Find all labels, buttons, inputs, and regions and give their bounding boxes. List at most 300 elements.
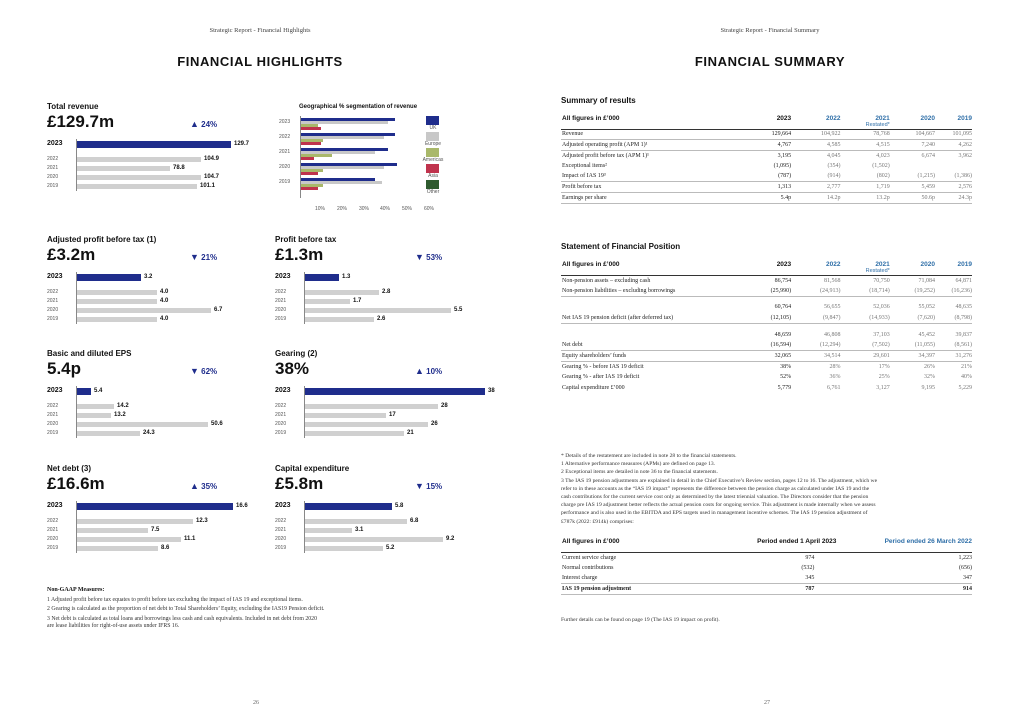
- cell-value: 34,397: [890, 351, 935, 362]
- cell-value: (8,798): [935, 313, 972, 324]
- bar-2019: [77, 317, 157, 322]
- column-header: [791, 113, 840, 129]
- geo-year-label: 2020: [279, 164, 291, 170]
- cell-value: (14,933): [840, 313, 889, 324]
- row-label: Earnings per share: [561, 193, 742, 204]
- row-label: Gearing % - before IAS 19 deficit: [562, 363, 644, 370]
- table-row: [561, 161, 972, 172]
- bar-value-label: 5.5: [454, 307, 463, 313]
- footnote: £787k (2022: £914k) comprises:: [561, 518, 634, 525]
- cell-value: (11,055): [890, 340, 935, 351]
- bar-2020: [77, 308, 211, 313]
- notes-heading: Non-GAAP Measures:: [47, 587, 105, 593]
- year-label: 2023: [275, 273, 291, 280]
- year-label: 2019: [275, 316, 287, 322]
- pbt-value: £1.3m: [275, 245, 324, 264]
- geo-year-label: 2021: [279, 149, 291, 155]
- column-header: [890, 113, 935, 129]
- year-label: 2022: [47, 518, 59, 524]
- footnote: 3 The IAS 19 pension adjustments are explained in detail in the Chief Executive’s Review section, pages 12 to 16. The adjustment, which we: [561, 477, 878, 484]
- bar-2021: [77, 413, 111, 418]
- table-row: [561, 372, 972, 383]
- column-header: [561, 536, 725, 552]
- cell-value: 17%: [878, 363, 890, 370]
- row-label: Adjusted operating profit (APM 1)¹: [561, 140, 742, 151]
- year-label: 2022: [275, 289, 287, 295]
- revenue-change: [190, 119, 217, 129]
- cell-value: 32,065: [742, 351, 791, 362]
- legend-swatch-uk: [426, 116, 439, 125]
- footnote: charge pre IAS 19 adjustment better reflects the actual pension costs for ongoing service. This adjustment is made internally when we assess: [561, 502, 876, 509]
- cell-value: 71,084: [918, 277, 935, 284]
- cell-value: 81,568: [823, 277, 841, 284]
- net-debt-title: Net debt (3): [47, 464, 91, 473]
- bar-value-label: 8.6: [161, 545, 170, 551]
- geo-bar-asia: [301, 187, 318, 190]
- position-heading: Statement of Financial Position: [561, 242, 681, 251]
- cell-value: 4,045: [826, 152, 841, 159]
- geo-bar-asia: [301, 127, 321, 130]
- row-label: Profit before tax: [561, 182, 742, 193]
- table-row: [561, 140, 972, 151]
- geo-x-tick: 20%: [337, 206, 348, 212]
- up-triangle-icon: ▲: [190, 119, 199, 129]
- cell-value: (18,714): [840, 286, 889, 297]
- bar-2020: [77, 422, 208, 427]
- cell-value: (9,847): [791, 313, 840, 324]
- bar-2023: [77, 274, 141, 281]
- cell-value: (7,620): [890, 313, 935, 324]
- note-line: 3 Net debt is calculated as total loans and borrowings less cash and cash equivalents. Included in net debt from 2020: [47, 615, 317, 622]
- bar-2019: [305, 317, 374, 322]
- cell-value: 4,515: [840, 140, 889, 151]
- row-label: Net debt: [561, 340, 742, 351]
- year-label: 2020: [47, 307, 59, 313]
- row-label: Revenue: [561, 129, 742, 140]
- table-row: [561, 584, 972, 595]
- year-label: 2019: [47, 430, 59, 436]
- cell-value: 37,103: [873, 331, 890, 338]
- year-label: 2019: [275, 430, 287, 436]
- adj-pbt-value: £3.2m: [47, 245, 96, 264]
- gearing-value: 38%: [275, 359, 310, 378]
- cell-value: 50.6p: [890, 193, 935, 204]
- bar-2020: [77, 175, 201, 180]
- summary-table: [561, 113, 972, 204]
- cell-value: 60,764: [774, 304, 792, 311]
- column-header: [742, 259, 791, 275]
- net-debt-change: [190, 481, 217, 491]
- row-label: Normal contributions: [562, 564, 614, 571]
- year-label: 2020: [47, 536, 59, 542]
- cell-value: 32%: [923, 374, 935, 381]
- column-header-text: 2023: [776, 261, 792, 268]
- cell-value: 345: [725, 573, 836, 584]
- bar-2022: [77, 290, 157, 295]
- bar-2023: [305, 274, 339, 281]
- cell-value: 5,779: [777, 384, 792, 391]
- row-label: Non-pension liabilities – excluding borrowings: [561, 286, 742, 297]
- table-row: [561, 275, 972, 286]
- bar-2019: [77, 184, 197, 189]
- cell-value: 36%: [829, 374, 841, 381]
- bar-value-label: 38: [488, 388, 495, 394]
- cell-value: (25,990): [742, 286, 791, 297]
- cell-value: 347: [836, 573, 972, 584]
- column-header: [840, 113, 889, 129]
- row-label: Adjusted profit before tax (APM 1)¹: [562, 152, 649, 159]
- column-header-text: All figures in £’000: [562, 115, 620, 122]
- cell-value: (1,215): [890, 171, 935, 182]
- cell-value: 3,962: [958, 152, 972, 159]
- bar-value-label: 12.3: [196, 518, 208, 524]
- year-label: 2020: [275, 421, 287, 427]
- geo-x-tick: 60%: [424, 206, 435, 212]
- note-line: are lease liabilities for right-of-use assets under IFRS 16.: [47, 623, 180, 630]
- left-page-number: 26: [253, 700, 259, 706]
- bar-value-label: 6.7: [214, 307, 223, 313]
- cell-value: (1,502): [872, 163, 890, 170]
- bar-value-label: 5.4: [94, 388, 103, 394]
- year-label: 2019: [47, 183, 59, 189]
- cell-value: 101,095: [935, 129, 972, 140]
- table-header-row: [561, 113, 972, 129]
- bar-value-label: 6.8: [410, 518, 419, 524]
- row-label: Equity shareholders’ funds: [561, 351, 742, 362]
- bar-2022: [305, 404, 438, 409]
- down-triangle-icon: ▼: [415, 252, 424, 262]
- cell-value: (8,561): [935, 340, 972, 351]
- restated-label: Restated*: [865, 268, 890, 274]
- row-label: Capital expenditure £’000: [562, 384, 625, 391]
- bar-value-label: 5.8: [395, 503, 404, 509]
- cell-value: (914): [791, 171, 840, 182]
- footnote: cash contributions for the current service cost only as determined by the latest triennial valuation. The Directors consider that the pension: [561, 494, 869, 501]
- year-label: 2020: [47, 421, 59, 427]
- cell-value: 64,871: [955, 277, 972, 284]
- table-row: [561, 129, 972, 140]
- footnote: 1 Alternative performance measures (APMs) are defined on page 13.: [561, 461, 716, 468]
- bar-2019: [77, 431, 140, 436]
- cell-value: 3,127: [876, 384, 890, 391]
- column-header-text: 2022: [826, 261, 841, 268]
- eps-change-label: 62%: [201, 367, 218, 376]
- pbt-change-label: 53%: [426, 253, 443, 262]
- legend-label: Asia: [428, 173, 438, 179]
- down-triangle-icon: ▼: [415, 481, 424, 491]
- table-row: [561, 340, 972, 351]
- table-row: [561, 329, 972, 340]
- bar-2022: [77, 519, 193, 524]
- table-row: [561, 351, 972, 362]
- row-label: Non-pension assets – excluding cash: [562, 277, 651, 284]
- cell-value: 104,922: [791, 129, 840, 140]
- summary-heading: Summary of results: [561, 96, 636, 105]
- cell-value: 14.2p: [791, 193, 840, 204]
- legend-label: Other: [426, 189, 440, 195]
- bar-2021: [305, 528, 352, 533]
- bar-2021: [77, 299, 157, 304]
- year-label: 2021: [47, 412, 59, 418]
- cell-value: 1,223: [958, 554, 972, 561]
- bar-value-label: 5.2: [386, 545, 395, 551]
- cell-value: 129,664: [742, 129, 791, 140]
- row-label: IAS 19 pension adjustment: [561, 584, 725, 595]
- cell-value: (7,502): [840, 340, 889, 351]
- bar-2022: [77, 404, 114, 409]
- footnote: 2 Exceptional items are detailed in note 36 to the financial statements.: [561, 469, 718, 476]
- year-label: 2021: [275, 298, 287, 304]
- cell-value: 104,667: [890, 129, 935, 140]
- bar-value-label: 104.9: [204, 156, 220, 162]
- gearing-change: [415, 366, 442, 376]
- table-row: [561, 552, 972, 563]
- geo-bar-asia: [301, 157, 314, 160]
- left-running-header: Strategic Report - Financial Highlights: [209, 27, 311, 34]
- bar-value-label: 11.1: [184, 536, 196, 542]
- column-header: [890, 259, 935, 275]
- year-label: 2020: [47, 174, 59, 180]
- bar-2019: [305, 431, 404, 436]
- table-header-row: [561, 536, 972, 552]
- column-header-text: 2022: [826, 115, 841, 122]
- geo-chart-title: Geographical % segmentation of revenue: [299, 104, 418, 110]
- restated-label: Restated*: [865, 122, 890, 128]
- geo-year-label: 2022: [279, 134, 291, 140]
- year-label: 2021: [275, 412, 287, 418]
- bar-2023: [305, 503, 392, 510]
- geo-bar-asia: [301, 142, 321, 145]
- cell-value: (656): [959, 564, 972, 571]
- footnote: * Details of the restatement are included in note 28 to the financial statements.: [561, 453, 737, 459]
- bar-2023: [305, 388, 485, 395]
- bar-2023: [77, 503, 233, 510]
- column-header-text: 2021: [875, 115, 890, 122]
- cell-value: [890, 161, 935, 172]
- bar-value-label: 101.1: [200, 183, 216, 189]
- bar-value-label: 2.8: [382, 289, 391, 295]
- further-details: Further details can be found on page 19 (The IAS 19 impact on profit).: [561, 617, 720, 623]
- year-label: 2023: [47, 387, 63, 394]
- year-label: 2022: [275, 403, 287, 409]
- table-row: [561, 302, 972, 313]
- year-label: 2020: [275, 307, 287, 313]
- bar-2021: [305, 299, 350, 304]
- cell-value: [935, 161, 972, 172]
- cell-value: 2,576: [935, 182, 972, 193]
- cell-value: (802): [840, 171, 889, 182]
- cell-value: 48,635: [955, 304, 972, 311]
- bar-2019: [77, 546, 158, 551]
- bar-value-label: 50.6: [211, 421, 223, 427]
- bar-value-label: 104.7: [204, 174, 220, 180]
- cell-value: 4,767: [742, 140, 791, 151]
- year-label: 2023: [47, 140, 63, 147]
- cell-value: 4,585: [791, 140, 840, 151]
- cell-value: 3,195: [777, 152, 792, 159]
- cell-value: 974: [805, 554, 815, 561]
- cell-value: 45,452: [918, 331, 935, 338]
- cell-value: 48,659: [774, 331, 792, 338]
- cell-value: 52%: [780, 374, 792, 381]
- capex-change: [415, 481, 442, 491]
- cell-value: (1,386): [935, 171, 972, 182]
- eps-change: [190, 366, 217, 376]
- cell-value: 9,195: [921, 384, 935, 391]
- geo-x-tick: 10%: [315, 206, 326, 212]
- year-label: 2023: [47, 273, 63, 280]
- table-row: [561, 382, 972, 393]
- cell-value: 86,754: [774, 277, 792, 284]
- year-label: 2022: [275, 518, 287, 524]
- bar-value-label: 4.0: [160, 289, 169, 295]
- cell-value: 1,313: [742, 182, 791, 193]
- pension-table: [561, 536, 972, 595]
- bar-value-label: 78.8: [173, 165, 185, 171]
- footnotes: [561, 452, 981, 526]
- cell-value: 78,768: [840, 129, 889, 140]
- geo-x-tick: 50%: [402, 206, 413, 212]
- bar-value-label: 3.2: [144, 274, 153, 280]
- bar-2021: [77, 166, 170, 171]
- column-header-text: 2023: [776, 115, 792, 122]
- bar-value-label: 9.2: [446, 536, 455, 542]
- cell-value: 70,750: [873, 277, 890, 284]
- cell-value: 1,719: [840, 182, 889, 193]
- cell-value: (12,105): [742, 313, 791, 324]
- bar-2021: [305, 413, 386, 418]
- cell-value: (787): [742, 171, 791, 182]
- bar-2021: [77, 528, 148, 533]
- footnote: refer to in these accounts as the “IAS 19 impact” represents the difference between the pension charge as calculated under IAS 19 and the: [561, 485, 870, 492]
- year-label: 2023: [275, 387, 291, 394]
- table-row: [561, 286, 972, 297]
- bar-value-label: 129.7: [234, 141, 250, 147]
- column-header-text: All figures in £’000: [562, 538, 620, 545]
- legend-swatch-americas: [426, 148, 439, 157]
- legend-label: Europe: [424, 141, 442, 147]
- column-header: [935, 259, 972, 275]
- adj-pbt-change: [190, 252, 217, 262]
- left-page-title: FINANCIAL HIGHLIGHTS: [177, 54, 343, 69]
- bar-value-label: 1.3: [342, 274, 351, 280]
- cell-value: 5.4p: [742, 193, 791, 204]
- cell-value: 7,240: [890, 140, 935, 151]
- pbt-title: Profit before tax: [275, 235, 337, 244]
- bar-value-label: 2.6: [377, 316, 386, 322]
- legend-label: UK: [429, 125, 437, 131]
- cell-value: 13.2p: [840, 193, 889, 204]
- bar-value-label: 7.5: [151, 527, 160, 533]
- row-label: Gearing % - after IAS 19 deficit: [562, 374, 640, 381]
- right-running-header: Strategic Report - Financial Summary: [720, 27, 820, 34]
- cell-value: (532): [801, 564, 815, 571]
- bar-2020: [305, 537, 443, 542]
- table-row: [561, 361, 972, 372]
- year-label: 2021: [47, 527, 59, 533]
- cell-value: 31,276: [935, 351, 972, 362]
- bar-value-label: 3.1: [355, 527, 364, 533]
- year-label: 2022: [47, 403, 59, 409]
- cell-value: (16,594): [742, 340, 791, 351]
- cell-value: 56,655: [823, 304, 841, 311]
- table-header-row: [561, 259, 972, 275]
- bar-value-label: 4.0: [160, 316, 169, 322]
- year-label: 2023: [275, 502, 291, 509]
- bar-value-label: 17: [389, 412, 396, 418]
- table-row: [561, 193, 972, 204]
- up-triangle-icon: ▲: [415, 366, 424, 376]
- eps-title: Basic and diluted EPS: [47, 349, 132, 358]
- column-header-text: 2019: [957, 115, 972, 122]
- bar-2020: [77, 537, 181, 542]
- down-triangle-icon: ▼: [190, 252, 199, 262]
- eps-value: 5.4p: [47, 359, 82, 378]
- geo-x-tick: 40%: [380, 206, 391, 212]
- table-row: [561, 573, 972, 584]
- bar-value-label: 24.3: [143, 430, 155, 436]
- note-line: 2 Gearing is calculated as the proportion of net debt to Total Shareholders’ Equity, excluding the IAS19 Pension deficit.: [47, 606, 325, 613]
- cell-value: 55,052: [918, 304, 935, 311]
- row-label: Net IAS 19 pension deficit (after deferred tax): [561, 313, 742, 324]
- table-row: [561, 182, 972, 193]
- row-label: Current service charge: [562, 554, 617, 561]
- capex-title: Capital expenditure: [275, 464, 350, 473]
- net-debt-change-label: 35%: [201, 482, 218, 491]
- capex-value: £5.8m: [275, 474, 324, 493]
- gearing-title: Gearing (2): [275, 349, 318, 358]
- column-header: [791, 259, 840, 275]
- cell-value: (24,913): [791, 286, 840, 297]
- bar-2019: [305, 546, 383, 551]
- cell-value: 25%: [878, 374, 890, 381]
- table-row: [561, 313, 972, 324]
- column-header: [935, 113, 972, 129]
- capex-change-label: 15%: [426, 482, 443, 491]
- revenue-change-label: 24%: [201, 120, 218, 129]
- bar-value-label: 4.0: [160, 298, 169, 304]
- column-header: [742, 113, 791, 129]
- revenue-title: Total revenue: [47, 102, 99, 111]
- column-header-text: 2021: [875, 261, 890, 268]
- cell-value: 6,761: [826, 384, 841, 391]
- cell-value: 6,674: [921, 152, 935, 159]
- cell-value: 28%: [829, 363, 841, 370]
- column-header-text: All figures in £’000: [562, 261, 620, 268]
- column-header-text: 2020: [920, 115, 935, 122]
- down-triangle-icon: ▼: [190, 366, 199, 376]
- bar-value-label: 16.6: [236, 503, 248, 509]
- table-row: [561, 563, 972, 574]
- adj-pbt-change-label: 21%: [201, 253, 218, 262]
- year-label: 2019: [275, 545, 287, 551]
- bar-value-label: 28: [441, 403, 448, 409]
- legend-swatch-europe: [426, 132, 439, 141]
- geo-axis: [300, 116, 301, 198]
- up-triangle-icon: ▲: [190, 481, 199, 491]
- row-label: Interest charge: [561, 573, 725, 584]
- bar-value-label: 14.2: [117, 403, 129, 409]
- cell-value: 52,036: [873, 304, 890, 311]
- cell-value: 4,262: [935, 140, 972, 151]
- cell-value: 34,514: [791, 351, 840, 362]
- note-line: 1 Adjusted profit before tax equates to profit before tax excluding the impact of IAS 19 and exceptional items.: [47, 596, 303, 603]
- legend-swatch-other: [426, 180, 439, 189]
- column-header-text: Period ended 1 April 2023: [757, 538, 837, 545]
- cell-value: 29,601: [840, 351, 889, 362]
- cell-value: (1,095): [773, 163, 792, 170]
- row-label: Impact of IAS 19³: [561, 171, 742, 182]
